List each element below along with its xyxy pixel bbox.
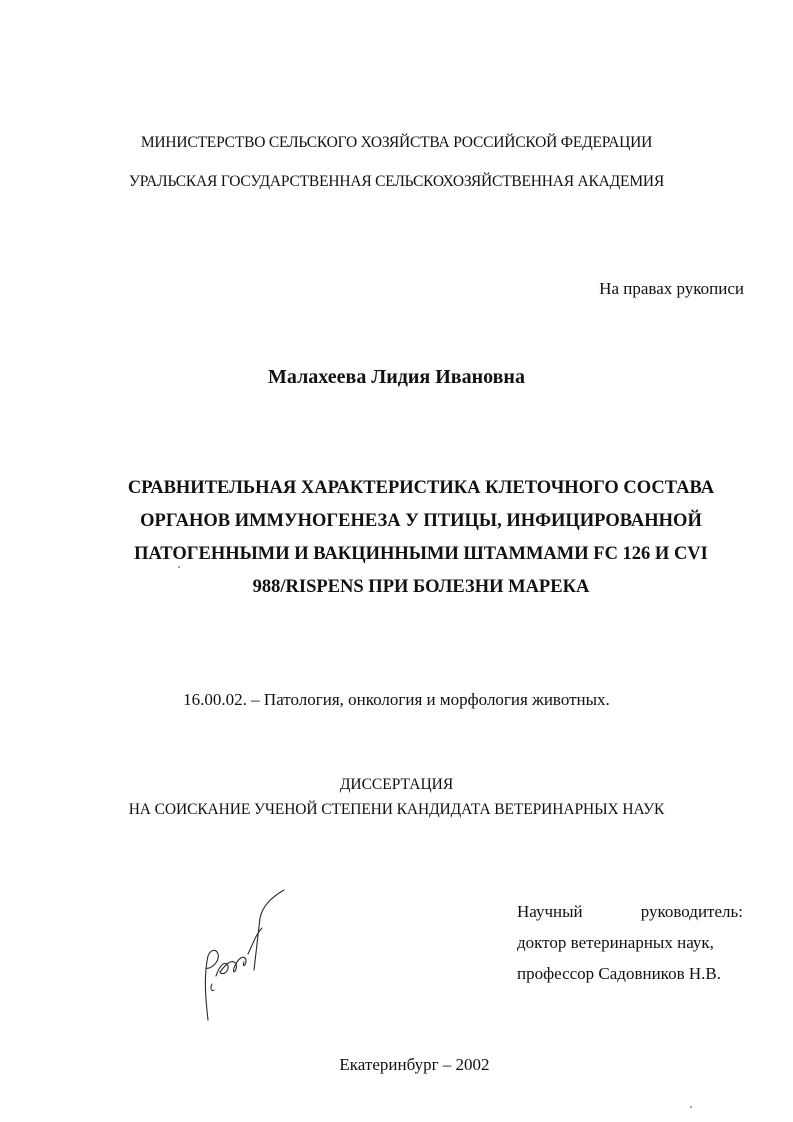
title-line: СРАВНИТЕЛЬНАЯ ХАРАКТЕРИСТИКА КЛЕТОЧНОГО СОСТАВА [127,478,715,498]
supervisor-label [517,896,743,927]
title-line: ПАТОГЕННЫМИ И ВАКЦИННЫМИ ШТАММАМИ FC 126 И CVI [134,544,708,564]
dissertation-title [96,472,746,604]
author-name: Малахеева Лидия Ивановна [268,366,525,388]
supervisor-label-word1: Научный [517,902,583,921]
specialty-code: 16.00.02. – Патология, онкология и морфология животных. [183,690,610,709]
title-line: 988/RISPENS ПРИ БОЛЕЗНИ МАРЕКА [252,577,590,597]
dissertation-label: ДИССЕРТАЦИЯ [339,776,454,793]
supervisor-label-word2: руководитель: [640,902,743,921]
ministry-heading: МИНИСТЕРСТВО СЕЛЬСКОГО ХОЗЯЙСТВА РОССИЙСКОЙ ФЕДЕРАЦИИ [140,134,653,151]
scan-speck [690,1106,692,1108]
supervisor-degree: доктор ветеринарных наук, [517,933,714,952]
title-line: ОРГАНОВ ИММУНОГЕНЕЗА У ПТИЦЫ, ИНФИЦИРОВАННОЙ [140,511,702,531]
academy-heading: УРАЛЬСКАЯ ГОСУДАРСТВЕННАЯ СЕЛЬСКОХОЗЯЙСТВЕННАЯ АКАДЕМИЯ [128,173,665,190]
place-and-year: Екатеринбург – 2002 [339,1055,490,1074]
scan-speck [178,566,180,568]
degree-sought: НА СОИСКАНИЕ УЧЕНОЙ СТЕПЕНИ КАНДИДАТА ВЕТЕРИНАРНЫХ НАУК [128,801,665,818]
supervisor-block [517,896,743,989]
handwritten-signature [196,884,296,1034]
rights-note: На правах рукописи [599,279,744,298]
supervisor-name: профессор Садовников Н.В. [517,964,721,983]
